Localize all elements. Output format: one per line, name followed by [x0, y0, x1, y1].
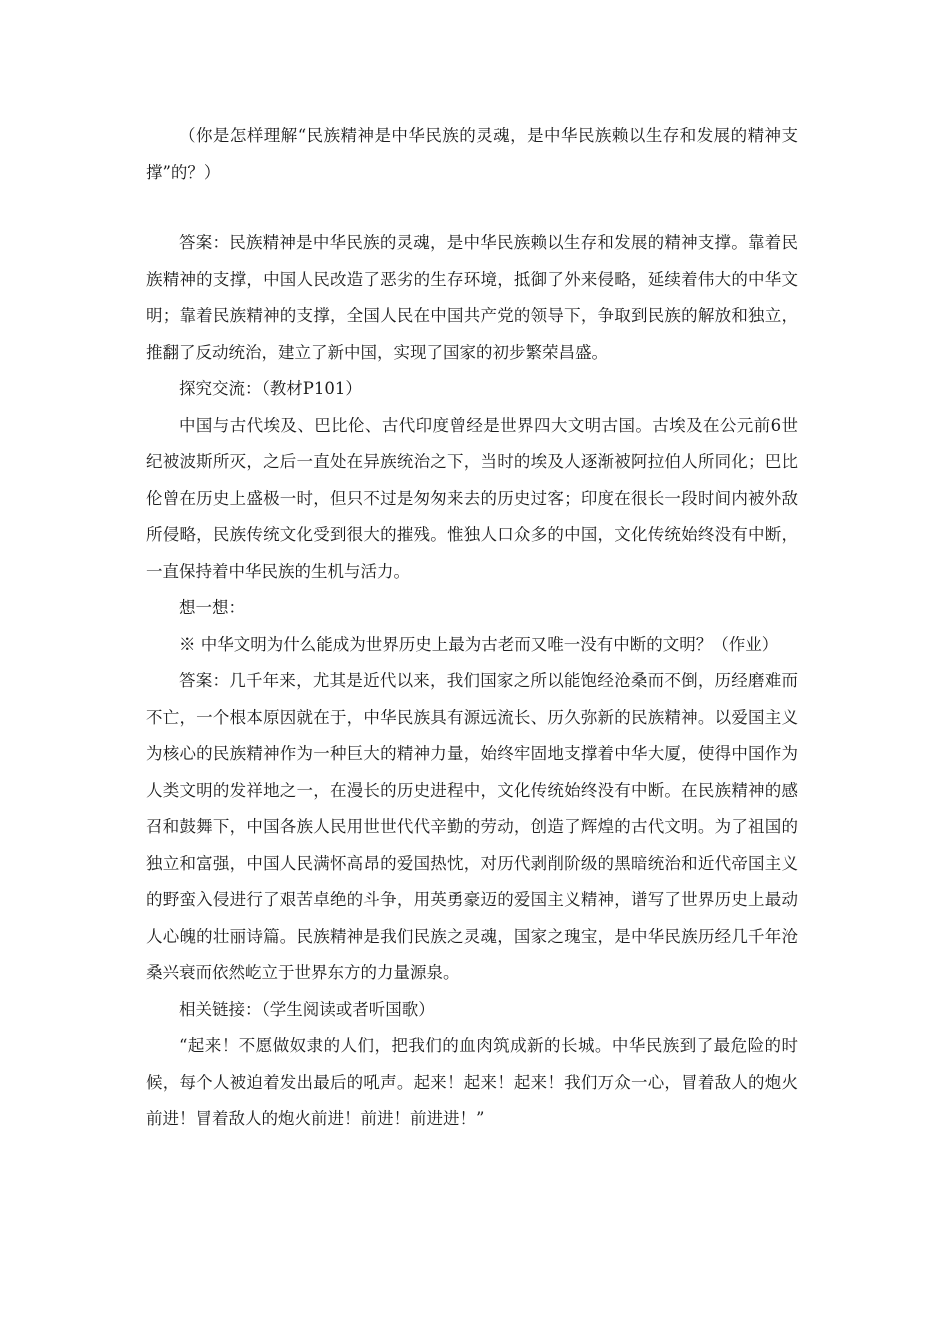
related-link-heading: 相关链接：（学生阅读或者听国歌） [179, 999, 435, 1019]
homework-question: ※ 中华文明为什么能成为世界历史上最为古老而又唯一没有中断的文明？（作业） [179, 634, 779, 654]
think-heading: 想一想： [179, 598, 245, 617]
anthem-lyrics-paragraph: “起来！不愿做奴隶的人们，把我们的血肉筑成新的长城。中华民族到了最危险的时候，每个人被迫着发出最后的吼声。起来！起来！起来！我们万众一心，冒着敌人的炮火前进！冒着敌人的炮火前进！前进！前进进！” [146, 1036, 798, 1128]
explore-heading: 探究交流：（教材P101） [179, 379, 362, 398]
question-paragraph: （你是怎样理解“民族精神是中华民族的灵魂，是中华民族赖以生存和发展的精神支撑”的？） [146, 126, 798, 182]
document-page [146, 118, 798, 1138]
homework-answer: 答案：几千年来，尤其是近代以来，我们国家之所以能饱经沧桑而不倒，历经磨难而不亡，一个根本原因就在于，中华民族具有源远流长、历久弥新的民族精神。以爱国主义为核心的民族精神作为一种巨大的精神力量，始终牢固地支撑着中华大厦，使得中国作为人类文明的发祥地之一，在漫长的历史进程中，文化传统始终没有中断。在民族精神的感召和鼓舞下，中国各族人民用世世代代辛勤的劳动，创造了辉煌的古代文明。为了祖国的独立和富强，中国人民满怀高昂的爱国热忱，对历代剥削阶级的黑暗统治和近代帝国主义的野蛮入侵进行了艰苦卓绝的斗争，用英勇豪迈的爱国主义精神，谱写了世界历史上最动人心魄的壮丽诗篇。民族精神是我们民族之灵魂，国家之瑰宝，是中华民族历经几千年沧桑兴衰而依然屹立于世界东方的力量源泉。 [146, 671, 798, 982]
explore-paragraph: 中国与古代埃及、巴比伦、古代印度曾经是世界四大文明古国。古埃及在公元前6世纪被波斯所灭，之后一直处在异族统治之下，当时的埃及人逐渐被阿拉伯人所同化；巴比伦曾在历史上盛极一时，但只不过是匆匆来去的历史过客；印度在很长一段时间内被外敌所侵略，民族传统文化受到很大的摧残。惟独人口众多的中国，文化传统始终没有中断，一直保持着中华民族的生机与活力。 [146, 415, 798, 581]
answer-paragraph: 答案：民族精神是中华民族的灵魂，是中华民族赖以生存和发展的精神支撑。靠着民族精神的支撑，中国人民改造了恶劣的生存环境，抵御了外来侵略，延续着伟大的中华文明；靠着民族精神的支撑，全国人民在中国共产党的领导下，争取到民族的解放和独立，推翻了反动统治，建立了新中国，实现了国家的初步繁荣昌盛。 [146, 233, 798, 362]
paragraph-spacer [146, 191, 798, 225]
